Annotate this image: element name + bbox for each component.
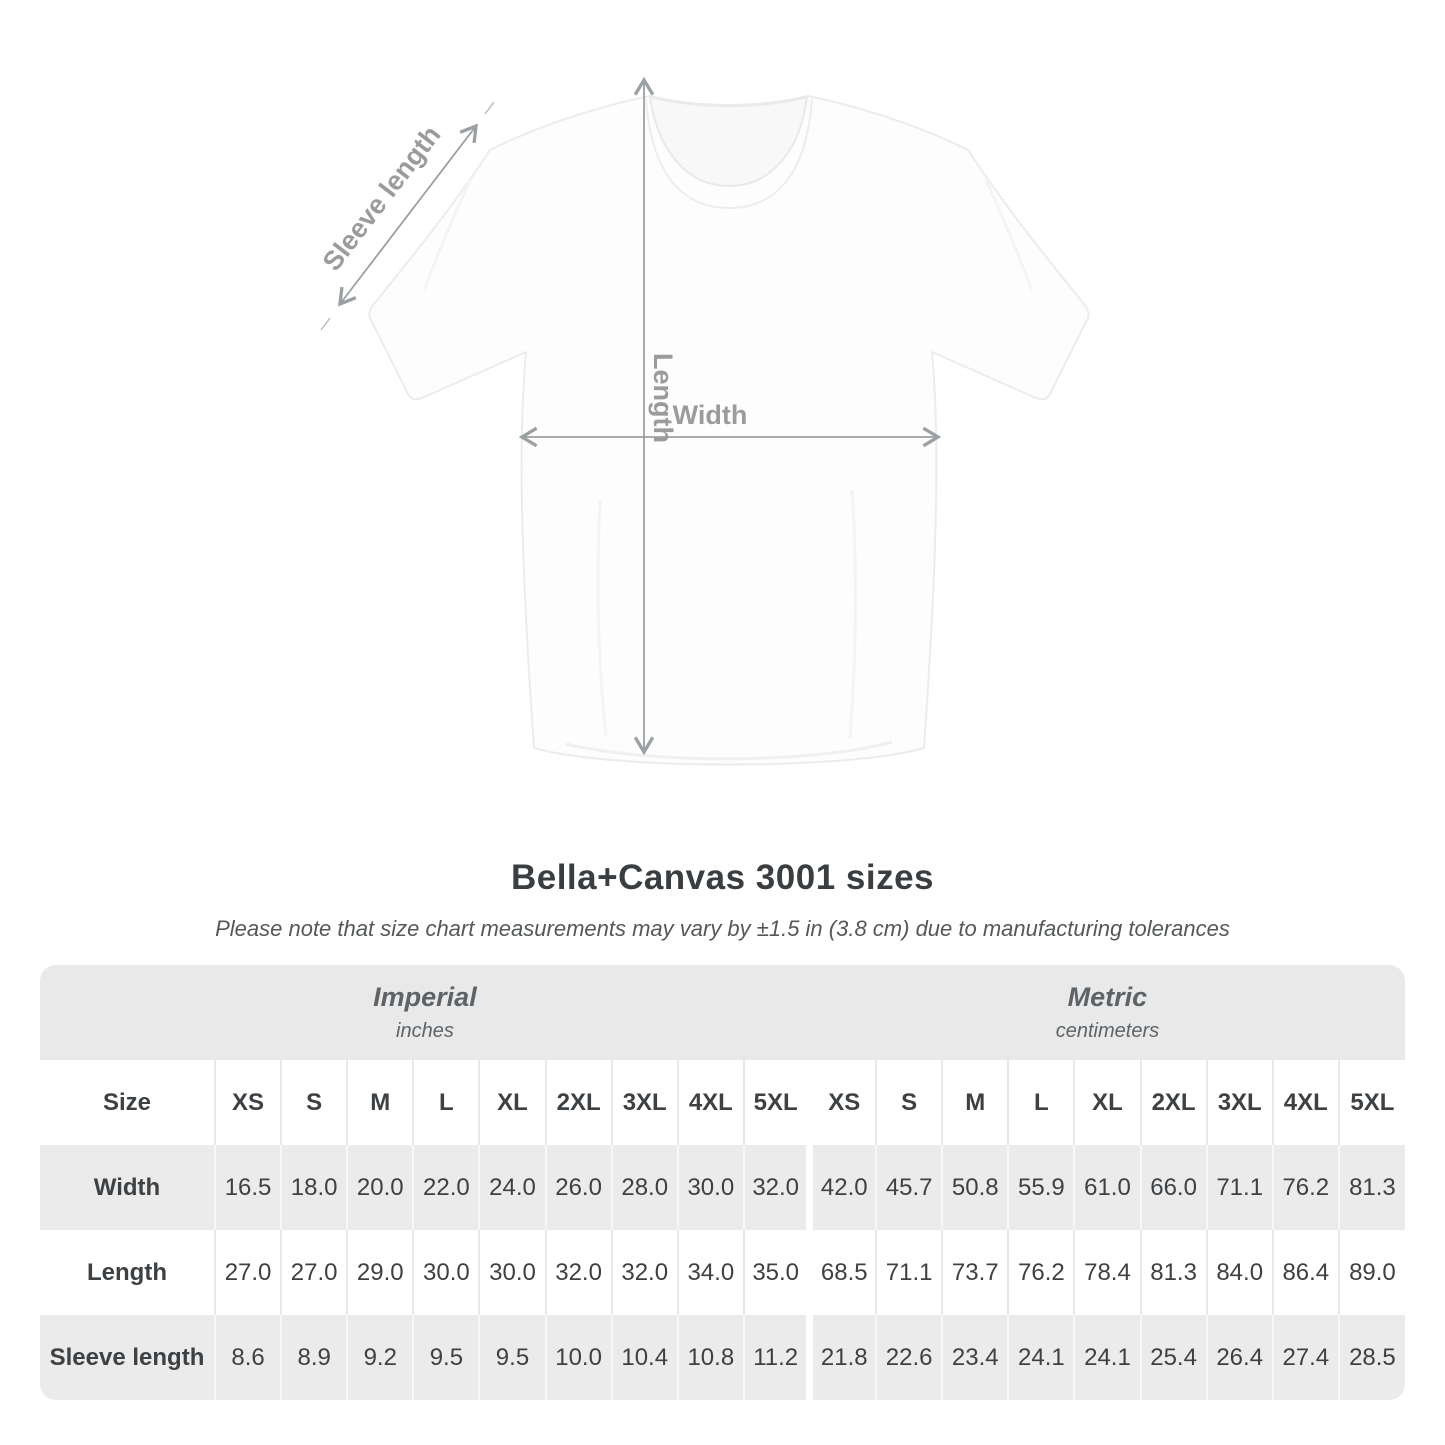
tshirt-body: [369, 96, 1088, 765]
measurement-cell: 35.0: [744, 1230, 810, 1315]
measurement-cell: 18.0: [281, 1145, 347, 1230]
measurement-cell: 55.9: [1008, 1145, 1074, 1230]
table-header-row: [40, 1060, 1405, 1145]
measurement-cell: 71.1: [1207, 1145, 1273, 1230]
measurement-cell: 32.0: [744, 1145, 810, 1230]
size-column-header: XL: [1074, 1060, 1140, 1145]
measurement-cell: 68.5: [810, 1230, 876, 1315]
measurement-cell: 32.0: [546, 1230, 612, 1315]
measurement-cell: 28.5: [1339, 1315, 1405, 1400]
measurement-cell: 9.2: [347, 1315, 413, 1400]
unit-group-title: Imperial: [373, 982, 477, 1012]
measurement-cell: 66.0: [1141, 1145, 1207, 1230]
measurement-cell: 24.1: [1074, 1315, 1140, 1400]
measurement-cell: 24.1: [1008, 1315, 1074, 1400]
measurement-cell: 25.4: [1141, 1315, 1207, 1400]
measurement-cell: 27.0: [215, 1230, 281, 1315]
measurement-cell: 10.0: [546, 1315, 612, 1400]
measurement-cell: 73.7: [942, 1230, 1008, 1315]
unit-group-imperial: [40, 965, 810, 1060]
size-column-header: S: [876, 1060, 942, 1145]
size-header: Size: [40, 1060, 215, 1145]
size-column-header: 2XL: [1141, 1060, 1207, 1145]
measurement-cell: 9.5: [413, 1315, 479, 1400]
table-row-width: [40, 1145, 1405, 1230]
measurement-cell: 50.8: [942, 1145, 1008, 1230]
measurement-cell: 8.9: [281, 1315, 347, 1400]
measurement-cell: 16.5: [215, 1145, 281, 1230]
size-column-header: M: [347, 1060, 413, 1145]
size-column-header: 4XL: [678, 1060, 744, 1145]
tshirt-graphic: [369, 96, 1088, 765]
measurement-cell: 30.0: [479, 1230, 545, 1315]
measurement-cell: 11.2: [744, 1315, 810, 1400]
size-column-header: 3XL: [612, 1060, 678, 1145]
measurement-cell: 28.0: [612, 1145, 678, 1230]
measurement-cell: 22.0: [413, 1145, 479, 1230]
measurement-cell: 23.4: [942, 1315, 1008, 1400]
measurement-cell: 8.6: [215, 1315, 281, 1400]
size-column-header: XS: [810, 1060, 876, 1145]
measurement-cell: 22.6: [876, 1315, 942, 1400]
size-column-header: L: [1008, 1060, 1074, 1145]
measurement-cell: 89.0: [1339, 1230, 1405, 1315]
measurement-cell: 27.0: [281, 1230, 347, 1315]
size-table: [40, 965, 1405, 1400]
measurement-cell: 84.0: [1207, 1230, 1273, 1315]
measurement-cell: 45.7: [876, 1145, 942, 1230]
measurement-cell: 30.0: [413, 1230, 479, 1315]
measurement-cell: 20.0: [347, 1145, 413, 1230]
page-subtitle: Please note that size chart measurements may vary by ±1.5 in (3.8 cm) due to manufacturing tolerances: [215, 916, 1230, 941]
measurement-cell: 81.3: [1339, 1145, 1405, 1230]
sleeve-length-label: Sleeve length: [316, 119, 447, 277]
sleeve-arrow-extension-tick: [485, 102, 494, 114]
measurement-cell: 78.4: [1074, 1230, 1140, 1315]
measurement-cell: 26.4: [1207, 1315, 1273, 1400]
row-label: Length: [40, 1230, 215, 1315]
measurement-cell: 76.2: [1273, 1145, 1339, 1230]
size-column-header: L: [413, 1060, 479, 1145]
measurement-cell: 34.0: [678, 1230, 744, 1315]
table-row-length: [40, 1230, 1405, 1315]
measurement-cell: 24.0: [479, 1145, 545, 1230]
measurement-cell: 32.0: [612, 1230, 678, 1315]
size-column-header: 4XL: [1273, 1060, 1339, 1145]
page-title: Bella+Canvas 3001 sizes: [510, 858, 935, 897]
size-column-header: 5XL: [744, 1060, 810, 1145]
unit-band: [40, 965, 1405, 1060]
size-column-header: XS: [215, 1060, 281, 1145]
row-label: Sleeve length: [40, 1315, 215, 1400]
sleeve-arrow-extension-tick: [321, 318, 330, 330]
measurement-cell: 29.0: [347, 1230, 413, 1315]
size-column-header: M: [942, 1060, 1008, 1145]
measurement-cell: 86.4: [1273, 1230, 1339, 1315]
measurement-cell: 30.0: [678, 1145, 744, 1230]
size-column-header: 2XL: [546, 1060, 612, 1145]
size-column-header: XL: [479, 1060, 545, 1145]
measurement-cell: 76.2: [1008, 1230, 1074, 1315]
measurement-cell: 71.1: [876, 1230, 942, 1315]
length-label: Length: [648, 353, 678, 443]
measurement-cell: 81.3: [1141, 1230, 1207, 1315]
unit-group-subtitle: centimeters: [1055, 1020, 1160, 1042]
table-row-sleeve-length: [40, 1315, 1405, 1400]
size-column-header: S: [281, 1060, 347, 1145]
measurements-table: [40, 1060, 1405, 1400]
measurement-cell: 61.0: [1074, 1145, 1140, 1230]
measurement-cell: 10.8: [678, 1315, 744, 1400]
size-column-header: 3XL: [1207, 1060, 1273, 1145]
measurement-cell: 21.8: [810, 1315, 876, 1400]
measurement-cell: 9.5: [479, 1315, 545, 1400]
row-label: Width: [40, 1145, 215, 1230]
measurement-cell: 42.0: [810, 1145, 876, 1230]
unit-group-metric: [810, 965, 1405, 1060]
size-column-header: 5XL: [1339, 1060, 1405, 1145]
unit-group-title: Metric: [1067, 982, 1148, 1012]
measurement-cell: 26.0: [546, 1145, 612, 1230]
width-label: Width: [672, 400, 748, 430]
unit-group-subtitle: inches: [396, 1020, 454, 1042]
measurement-cell: 10.4: [612, 1315, 678, 1400]
measurement-cell: 27.4: [1273, 1315, 1339, 1400]
